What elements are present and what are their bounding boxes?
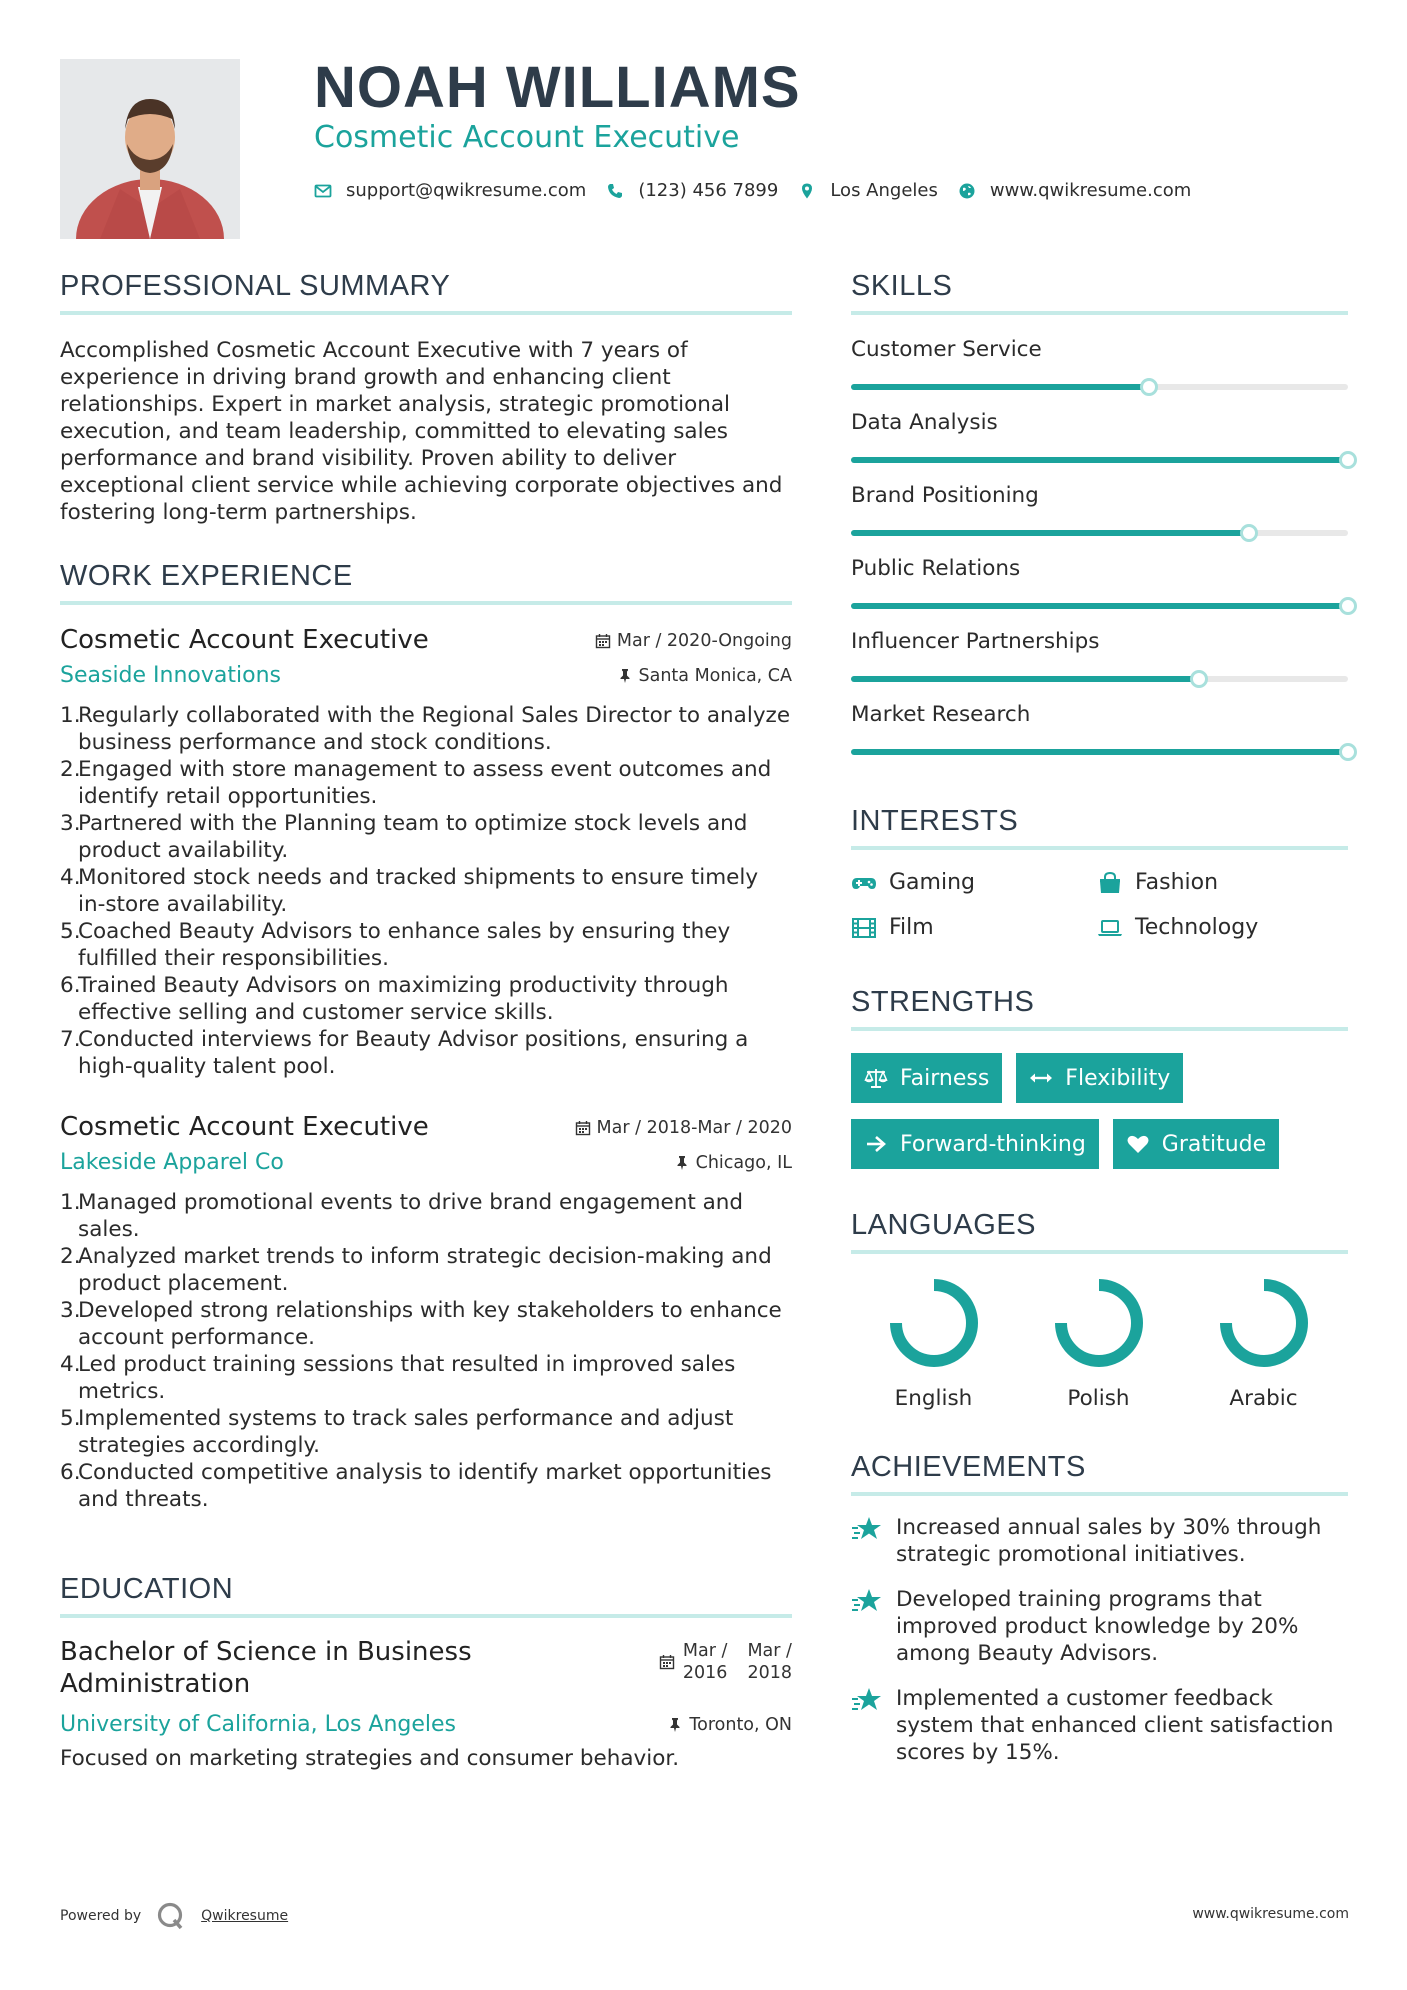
languages-list — [851, 1278, 1348, 1411]
laptop-icon — [1097, 917, 1123, 939]
contact-website[interactable] — [958, 180, 1191, 201]
skill-item — [851, 629, 1348, 682]
job-title: Cosmetic Account Executive — [60, 625, 429, 655]
job-dates — [575, 1118, 792, 1138]
skill-item — [851, 483, 1348, 536]
skill-bar-fill — [851, 676, 1199, 682]
strengths-heading: STRENGTHS — [851, 986, 1348, 1031]
job-location — [617, 666, 793, 686]
achievements-list — [851, 1514, 1348, 1766]
strength-chip — [1113, 1119, 1279, 1169]
achievement-item — [851, 1514, 1348, 1568]
star-ribbon-icon — [851, 1685, 883, 1715]
degree-title: Bachelor of Science in Business Administration — [60, 1637, 472, 1699]
skill-bar-knob — [1190, 670, 1208, 688]
balance-scale-icon — [864, 1067, 888, 1089]
interest-item — [851, 915, 1097, 940]
contact-location — [798, 180, 938, 201]
skill-bar — [851, 530, 1348, 536]
list-item: Partnered with the Planning team to optimize stock levels and product availability. — [78, 811, 748, 863]
strength-label: Gratitude — [1161, 1131, 1267, 1157]
strength-label: Fairness — [900, 1065, 990, 1091]
list-item: Engaged with store management to assess event outcomes and identify retail opportunities. — [78, 757, 772, 809]
achievement-item — [851, 1586, 1348, 1667]
skill-name: Market Research — [851, 702, 1031, 727]
skill-item — [851, 337, 1348, 390]
strength-chip — [1016, 1053, 1183, 1103]
contact-phone[interactable] — [606, 180, 778, 201]
footer-powered-by — [60, 1900, 288, 1932]
skill-bar — [851, 384, 1348, 390]
list-item: Conducted competitive analysis to identify market opportunities and threats. — [78, 1460, 772, 1512]
brand-link[interactable]: Qwikresume — [201, 1908, 289, 1924]
phone-icon — [606, 182, 624, 200]
languages-heading: LANGUAGES — [851, 1209, 1348, 1254]
skill-bar-fill — [851, 384, 1149, 390]
education-location-text: Toronto, ON — [689, 1714, 792, 1735]
language-item — [1016, 1278, 1181, 1411]
education-heading: EDUCATION — [60, 1573, 792, 1618]
arrows-horizontal-icon — [1029, 1067, 1053, 1089]
candidate-name: NOAH WILLIAMS — [314, 55, 801, 120]
list-item: Monitored stock needs and tracked shipments to ensure timely in-store availability. — [78, 865, 759, 917]
strength-chip — [851, 1119, 1099, 1169]
education-dates — [659, 1640, 792, 1700]
list-item: Developed strong relationships with key stakeholders to enhance account performance. — [78, 1298, 782, 1350]
interest-label: Gaming — [889, 870, 975, 895]
achievements-heading: ACHIEVEMENTS — [851, 1451, 1348, 1496]
qwikresume-logo-icon — [155, 1900, 187, 1932]
shopping-bag-icon — [1097, 872, 1123, 894]
phone-text: (123) 456 7899 — [638, 180, 779, 201]
star-ribbon-icon — [851, 1514, 883, 1544]
footer-website[interactable]: www.qwikresume.com — [1192, 1906, 1349, 1922]
summary-text: Accomplished Cosmetic Account Executive with 7 years of experience in driving brand growth and enhancing client relationships. Expert in market analysis, strategic promotional execution, and team leadership, committed to elevating sales performance and brand visibility. Proven ability to deliver exceptional client service while achieving corporate objectives and fostering long-term partnerships. — [60, 338, 783, 525]
language-name: Arabic — [1229, 1386, 1298, 1411]
pushpin-icon — [617, 668, 633, 684]
skills-heading: SKILLS — [851, 270, 1348, 315]
achievement-text: Developed training programs that improved product knowledge by 20% among Beauty Advisors. — [896, 1587, 1299, 1666]
education-start-date: Mar / 2016 — [682, 1641, 728, 1683]
list-item: Conducted interviews for Beauty Advisor positions, ensuring a high-quality talent pool. — [78, 1027, 749, 1079]
left-column — [60, 270, 792, 1772]
language-item — [851, 1278, 1016, 1411]
skill-name: Data Analysis — [851, 410, 998, 435]
email-text: support@qwikresume.com — [346, 180, 587, 201]
list-item: Regularly collaborated with the Regional Sales Director to analyze business performance and stock conditions. — [78, 703, 791, 755]
language-ring — [1054, 1278, 1144, 1368]
right-column — [851, 270, 1348, 1766]
profile-photo — [60, 59, 240, 239]
contact-email[interactable] — [314, 180, 586, 201]
company-name: Lakeside Apparel Co — [60, 1150, 284, 1175]
skill-name: Brand Positioning — [851, 483, 1039, 508]
skill-item — [851, 702, 1348, 755]
map-pin-icon — [798, 182, 816, 200]
skill-name: Public Relations — [851, 556, 1021, 581]
star-ribbon-icon — [851, 1586, 883, 1616]
job-dates-text: Mar / 2018-Mar / 2020 — [596, 1118, 792, 1138]
strength-label: Forward-thinking — [900, 1131, 1086, 1157]
interests-heading: INTERESTS — [851, 805, 1348, 850]
job-entry — [60, 1112, 792, 1513]
list-item: Trained Beauty Advisors on maximizing productivity through effective selling and customer service skills. — [78, 973, 729, 1025]
summary-heading: PROFESSIONAL SUMMARY — [60, 270, 792, 315]
pushpin-icon — [667, 1717, 683, 1733]
interest-label: Film — [889, 915, 934, 940]
skill-bar-fill — [851, 603, 1348, 609]
gamepad-icon — [851, 872, 877, 894]
envelope-icon — [314, 182, 332, 200]
list-item: Managed promotional events to drive brand engagement and sales. — [78, 1190, 744, 1242]
list-item: Led product training sessions that resulted in improved sales metrics. — [78, 1352, 736, 1404]
skill-bar-knob — [1339, 451, 1357, 469]
skill-bar — [851, 603, 1348, 609]
globe-icon — [958, 182, 976, 200]
interest-label: Fashion — [1135, 870, 1219, 895]
skill-bar-knob — [1240, 524, 1258, 542]
language-name: Polish — [1067, 1386, 1130, 1411]
calendar-icon — [659, 1654, 675, 1670]
duty-list — [60, 702, 792, 1080]
strengths-list — [851, 1053, 1348, 1185]
calendar-icon — [595, 633, 611, 649]
website-text: www.qwikresume.com — [989, 180, 1192, 201]
strength-chip — [851, 1053, 1002, 1103]
achievement-item — [851, 1685, 1348, 1766]
location-text: Los Angeles — [830, 180, 938, 201]
skill-bar-knob — [1339, 597, 1357, 615]
skill-item — [851, 410, 1348, 463]
candidate-title: Cosmetic Account Executive — [314, 120, 740, 155]
interest-item — [851, 870, 1097, 895]
job-location — [674, 1153, 792, 1173]
skill-bar-fill — [851, 457, 1348, 463]
strength-label: Flexibility — [1065, 1065, 1171, 1091]
education-location — [667, 1715, 792, 1735]
contact-bar — [314, 180, 1211, 201]
skill-bar — [851, 749, 1348, 755]
job-dates-text: Mar / 2020-Ongoing — [616, 631, 792, 651]
interest-item — [1097, 915, 1343, 940]
school-name: University of California, Los Angeles — [60, 1712, 457, 1737]
achievement-text: Increased annual sales by 30% through strategic promotional initiatives. — [896, 1515, 1322, 1567]
language-item — [1181, 1278, 1346, 1411]
skill-bar-fill — [851, 749, 1348, 755]
language-ring — [889, 1278, 979, 1368]
skill-bar — [851, 676, 1348, 682]
heart-icon — [1126, 1133, 1150, 1155]
experience-heading: WORK EXPERIENCE — [60, 560, 792, 605]
calendar-icon — [575, 1120, 591, 1136]
duty-list — [60, 1189, 792, 1513]
powered-by-text: Powered by — [60, 1908, 142, 1924]
skill-name: Customer Service — [851, 337, 1042, 362]
education-end-date: Mar / 2018 — [747, 1641, 792, 1683]
film-icon — [851, 917, 877, 939]
education-note: Focused on marketing strategies and consumer behavior. — [60, 1746, 680, 1771]
job-location-text: Santa Monica, CA — [638, 665, 792, 686]
list-item: Analyzed market trends to inform strategic decision-making and product placement. — [78, 1244, 772, 1296]
skill-bar-knob — [1140, 378, 1158, 396]
pushpin-icon — [674, 1155, 690, 1171]
job-dates — [595, 631, 792, 651]
interests-grid — [851, 870, 1348, 940]
skill-item — [851, 556, 1348, 609]
job-location-text: Chicago, IL — [695, 1152, 792, 1173]
company-name: Seaside Innovations — [60, 663, 281, 688]
interest-item — [1097, 870, 1343, 895]
skills-list — [851, 337, 1348, 755]
arrow-right-icon — [864, 1133, 888, 1155]
list-item: Implemented systems to track sales performance and adjust strategies accordingly. — [78, 1406, 734, 1458]
skill-name: Influencer Partnerships — [851, 629, 1100, 654]
skill-bar-knob — [1339, 743, 1357, 761]
interest-label: Technology — [1135, 915, 1259, 940]
job-title: Cosmetic Account Executive — [60, 1112, 429, 1142]
language-name: English — [894, 1386, 973, 1411]
list-item: Coached Beauty Advisors to enhance sales by ensuring they fulfilled their responsibilities. — [78, 919, 731, 971]
language-ring — [1219, 1278, 1309, 1368]
achievement-text: Implemented a customer feedback system that enhanced client satisfaction scores by 15%. — [896, 1686, 1334, 1765]
skill-bar-fill — [851, 530, 1249, 536]
job-entry — [60, 625, 792, 1080]
skill-bar — [851, 457, 1348, 463]
